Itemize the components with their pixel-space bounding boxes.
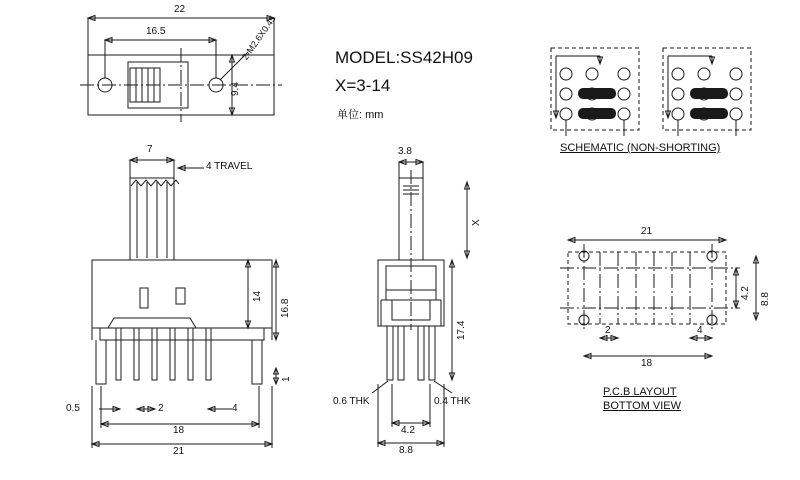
label-travel: 4 TRAVEL <box>206 161 253 172</box>
dim-top-height: 9.4 <box>230 82 241 96</box>
schematic-caption: SCHEMATIC (NON-SHORTING) <box>560 142 721 154</box>
dim-side-inner-width: 4.2 <box>401 425 415 436</box>
dim-top-overall-width: 22 <box>174 4 186 15</box>
dim-pcb-inner-width: 18 <box>641 358 653 369</box>
pcb-caption-line1: P.C.B LAYOUT <box>603 386 677 398</box>
dim-front-small: 1 <box>281 376 292 382</box>
dim-pcb-row-pitch: 4.2 <box>740 286 751 300</box>
dim-side-outer-width: 8.8 <box>399 445 413 456</box>
dim-pin-pitch: 2 <box>158 403 164 414</box>
model-label: MODEL:SS42H09 <box>335 48 473 67</box>
dim-pcb-total-height: 8.8 <box>760 292 771 306</box>
unit-label: 单位: mm <box>337 109 384 121</box>
schematic-pad <box>578 108 616 119</box>
dim-pcb-edge: 4 <box>697 325 703 336</box>
dim-stroke-x: X <box>471 219 482 226</box>
dim-top-hole-pitch: 16.5 <box>146 26 166 37</box>
dim-left-thickness: 0.6 THK <box>333 396 370 407</box>
dim-knob-thickness: 3.8 <box>398 146 412 157</box>
schematic-pad <box>690 108 728 119</box>
dim-knob-width: 7 <box>147 144 153 155</box>
dim-body-height: 14 <box>252 290 263 302</box>
dim-front-overall-width: 21 <box>173 446 185 457</box>
schematic-pad <box>578 88 616 99</box>
dim-pcb-width: 18 <box>173 425 185 436</box>
dim-pcb-overall-width: 21 <box>641 226 653 237</box>
dim-hole-thread-note: 2-M2.6X0.45 <box>240 13 278 62</box>
dim-right-thickness: 0.4 THK <box>434 396 471 407</box>
dim-pin-left-offset: 0.5 <box>66 403 80 414</box>
travel-range-label: X=3-14 <box>335 76 391 95</box>
dim-total-height: 16.8 <box>280 298 291 318</box>
schematic-pad <box>690 88 728 99</box>
dim-pin-right-offset: 4 <box>232 403 238 414</box>
pcb-caption-line2: BOTTOM VIEW <box>603 400 682 412</box>
dim-side-body-height: 17.4 <box>456 320 467 340</box>
dim-pcb-pitch: 2 <box>605 325 611 336</box>
